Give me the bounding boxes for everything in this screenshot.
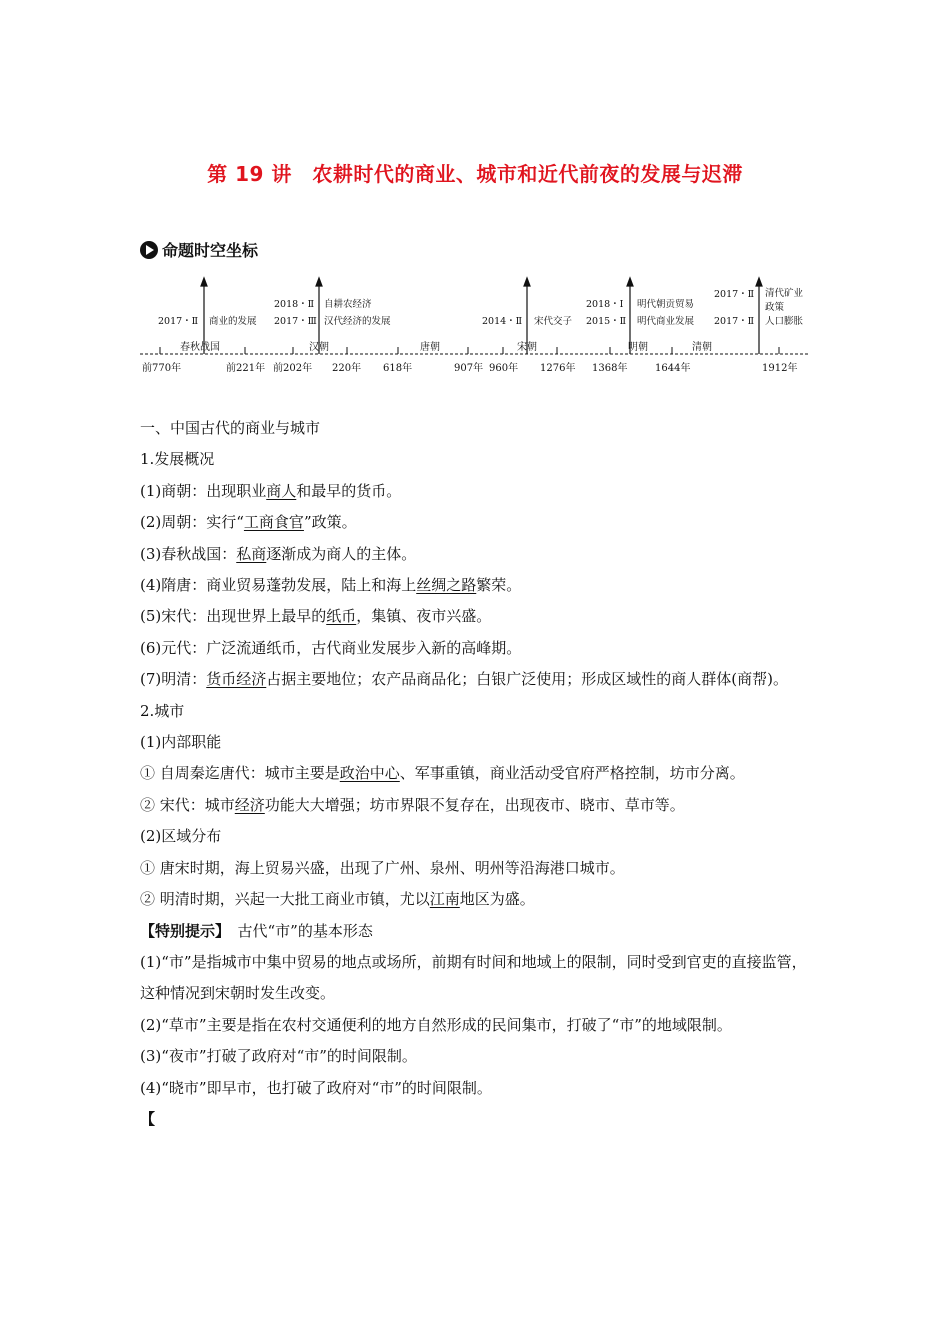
dynasty-label: 清朝 [692,342,712,353]
event-exam: 2017・Ⅱ [714,289,755,300]
year-label: 1276年 [540,363,576,374]
key-term: 货币经济 [206,670,267,689]
event-topic: 明代朝贡贸易 [637,299,695,310]
paragraph: (6)元代：广泛流通纸币，古代商业发展步入新的高峰期。 [140,638,522,657]
play-circle-icon [140,241,158,259]
heading-1: 一、中国古代的商业与城市 [140,419,321,437]
subheading: 2.城市 [140,701,185,720]
paragraph: (2)“草市”主要是指在农村交通便利的地方自然形成的民间集市，打破了“市”的地域限制。 [140,1015,732,1034]
dynasty-label: 春秋战国 [180,342,220,353]
subheading: 1.发展概况 [140,450,215,469]
event-exam: 2017・Ⅱ [714,316,755,327]
dynasty-label: 唐朝 [420,342,440,353]
event-topic: 自耕农经济 [324,299,372,310]
dynasty-label: 明朝 [628,342,648,353]
year-label: 前770年 [142,363,182,374]
paragraph: (1)内部职能 [140,733,222,752]
key-term: 经济 [234,795,265,814]
event-topic: 明代商业发展 [637,316,695,327]
trailing-bracket: 【 [140,1109,156,1128]
year-label: 1912年 [762,363,798,374]
event-topic: 宋代交子 [534,316,573,327]
paragraph: (5)宋代：出现世界上最早的纸币，集镇、夜市兴盛。 [140,607,492,626]
paragraph: (3)春秋战国：私商逐渐成为商人的主体。 [140,544,417,563]
event-topic: 人口膨胀 [765,316,804,327]
event-exam: 2018・Ⅱ [274,299,315,310]
dynasty-label: 汉朝 [309,342,329,353]
year-label: 618年 [383,363,413,374]
event-exam: 2017・Ⅱ [158,316,199,327]
tip-heading: 【特别提示】 古代“市”的基本形态 [140,921,373,940]
key-term: 江南 [429,890,460,909]
paragraph: (1)“市”是指城市中集中贸易的地点或场所，前期有时间和地域上的限制，同时受到官吏的直接监管，这种情况到宋朝时发生改变。 [140,952,807,1003]
key-term: 政治中心 [339,764,400,783]
section-heading [140,238,258,261]
paragraph: (4)“晓市”即早市，也打破了政府对“市”的时间限制。 [140,1078,492,1097]
event-exam: 2017・Ⅲ [274,316,317,327]
document-body [140,413,812,1135]
paragraph: ① 自周秦迄唐代：城市主要是政治中心、军事重镇，商业活动受官府严格控制，坊市分离。 [140,764,745,783]
event-exam: 2018・Ⅰ [586,299,624,310]
event-topic: 汉代经济的发展 [324,316,391,327]
event-topic: 清代矿业 [765,288,804,299]
year-label: 907年 [454,363,484,374]
paragraph: (4)隋唐：商业贸易蓬勃发展，陆上和海上丝绸之路繁荣。 [140,576,522,595]
paragraph: (2)区域分布 [140,827,222,846]
year-label: 220年 [332,363,362,374]
dynasty-label: 宋朝 [517,342,537,353]
paragraph: (7)明清：货币经济占据主要地位；农产品商品化；白银广泛使用；形成区域性的商人群体(商帮)。 [140,670,788,689]
paragraph: (2)周朝：实行“工商食官”政策。 [140,513,357,532]
key-term: 商人 [266,481,297,500]
timeline-diagram [0,270,950,380]
year-label: 1644年 [655,363,691,374]
key-term: 工商食官 [243,513,304,532]
paragraph: ② 明清时期，兴起一大批工商业市镇，尤以江南地区为盛。 [140,890,535,909]
year-label: 前221年 [226,363,266,374]
year-label: 前202年 [273,363,313,374]
paragraph: ② 宋代：城市经济功能大大增强；坊市界限不复存在，出现夜市、晓市、草市等。 [140,795,685,814]
page-title: 第 19 讲 农耕时代的商业、城市和近代前夜的发展与迟滞 [207,162,743,186]
section-label: 命题时空坐标 [162,241,259,260]
event-topic: 商业的发展 [209,316,257,327]
tip-label: 【特别提示】 [140,921,223,940]
year-label: 960年 [489,363,519,374]
key-term: 丝绸之路 [416,576,477,595]
key-term: 私商 [236,544,267,563]
paragraph: (3)“夜市”打破了政府对“市”的时间限制。 [140,1047,417,1066]
paragraph: ① 唐宋时期，海上贸易兴盛，出现了广州、泉州、明州等沿海港口城市。 [140,858,625,877]
event-exam: 2015・Ⅱ [586,316,627,327]
key-term: 纸币 [326,607,357,626]
event-exam: 2014・Ⅱ [482,316,523,327]
event-topic: 政策 [765,302,785,313]
paragraph: (1)商朝：出现职业商人和最早的货币。 [140,481,402,500]
year-label: 1368年 [592,363,628,374]
